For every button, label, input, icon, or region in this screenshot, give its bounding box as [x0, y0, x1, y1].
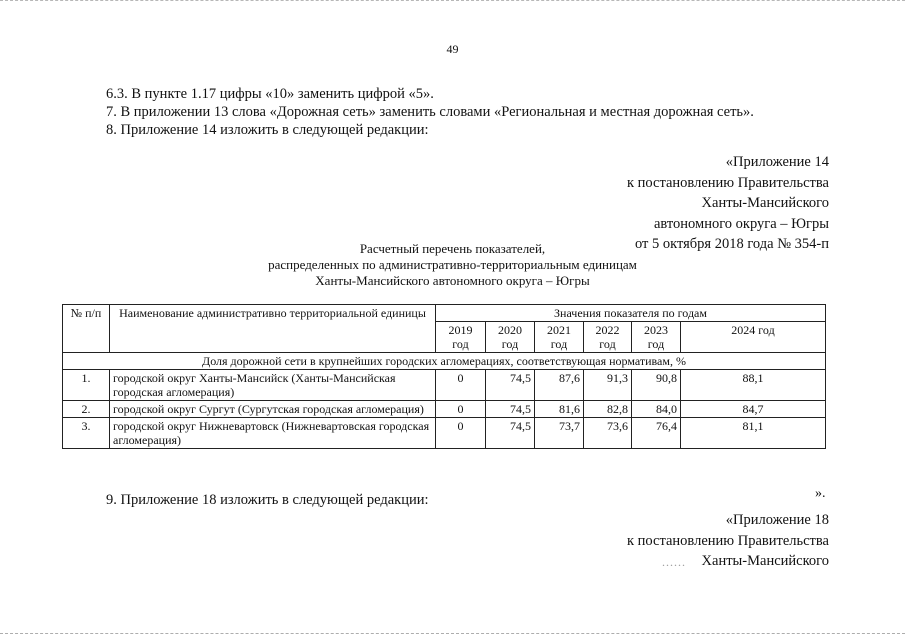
header-year: 2019 год	[436, 322, 486, 353]
table-row	[63, 370, 826, 401]
table-title	[0, 241, 905, 289]
row-value: 73,7	[535, 418, 584, 449]
appendix-14-line: «Приложение 14	[725, 154, 829, 170]
row-number: 1.	[63, 370, 110, 401]
table-title-line: Расчетный перечень показателей,	[359, 241, 546, 256]
appendix-18-header	[627, 510, 829, 572]
row-value: 73,6	[584, 418, 632, 449]
scan-edge-top	[0, 0, 905, 3]
header-year: 2020 год	[486, 322, 535, 353]
appendix-14-line: к постановлению Правительства	[627, 174, 829, 191]
indicators-table	[62, 304, 826, 449]
row-value: 76,4	[632, 418, 681, 449]
table-title-line: Ханты-Мансийского автономного округа – Югры	[315, 273, 590, 288]
scan-edge-bottom	[0, 633, 905, 636]
header-values: Значения показателя по годам	[436, 305, 826, 322]
row-value: 84,7	[681, 401, 826, 418]
header-year: 2024 год	[681, 322, 826, 353]
header-number: № п/п	[63, 305, 110, 353]
row-unit-name: городской округ Ханты-Мансийск (Ханты-Мансийская городская агломерация)	[110, 370, 436, 401]
row-unit-name: городской округ Нижневартовск (Нижневартовская городская агломерация)	[110, 418, 436, 449]
appendix-14-header	[627, 152, 829, 255]
page-number: 49	[446, 42, 459, 56]
table-title-line: распределенных по административно-территориальным единицам	[268, 257, 637, 272]
table-row	[63, 401, 826, 418]
row-value: 82,8	[584, 401, 632, 418]
closing-quote: ».	[815, 486, 826, 501]
row-number: 3.	[63, 418, 110, 449]
row-value: 84,0	[632, 401, 681, 418]
scan-dots: ......	[662, 555, 686, 569]
row-value: 74,5	[486, 401, 535, 418]
appendix-14-line: автономного округа – Югры	[653, 215, 829, 232]
row-value: 0	[436, 401, 486, 418]
header-year: 2023 год	[632, 322, 681, 353]
appendix-18-line: «Приложение 18	[725, 512, 829, 528]
row-value: 91,3	[584, 370, 632, 401]
row-value: 0	[436, 370, 486, 401]
section-heading: Доля дорожной сети в крупнейших городских агломерациях, соответствующая нормативам, %	[63, 353, 826, 370]
row-unit-name: городской округ Сургут (Сургутская городская агломерация)	[110, 401, 436, 418]
appendix-18-line: Ханты-Мансийского	[701, 553, 829, 569]
header-year: 2021 год	[535, 322, 584, 353]
appendix-14-line: Ханты-Мансийского	[701, 195, 829, 211]
row-value: 87,6	[535, 370, 584, 401]
header-year: 2022 год	[584, 322, 632, 353]
header-unit: Наименование административно территориальной единицы	[110, 305, 436, 353]
paragraph-6-3: 6.3. В пункте 1.17 цифры «10» заменить цифрой «5».	[106, 86, 434, 102]
paragraph-7: 7. В приложении 13 слова «Дорожная сеть» заменить словами «Региональная и местная дорожная сеть».	[106, 104, 754, 120]
row-value: 81,1	[681, 418, 826, 449]
row-value: 88,1	[681, 370, 826, 401]
paragraph-8: 8. Приложение 14 изложить в следующей редакции:	[106, 122, 429, 138]
row-value: 0	[436, 418, 486, 449]
paragraph-9: 9. Приложение 18 изложить в следующей редакции:	[106, 492, 429, 508]
appendix-14-line: от 5 октября 2018 года № 354-п	[634, 236, 829, 252]
row-value: 74,5	[486, 418, 535, 449]
row-value: 74,5	[486, 370, 535, 401]
table-row	[63, 418, 826, 449]
row-number: 2.	[63, 401, 110, 418]
appendix-18-line: к постановлению Правительства	[627, 532, 829, 549]
row-value: 81,6	[535, 401, 584, 418]
row-value: 90,8	[632, 370, 681, 401]
